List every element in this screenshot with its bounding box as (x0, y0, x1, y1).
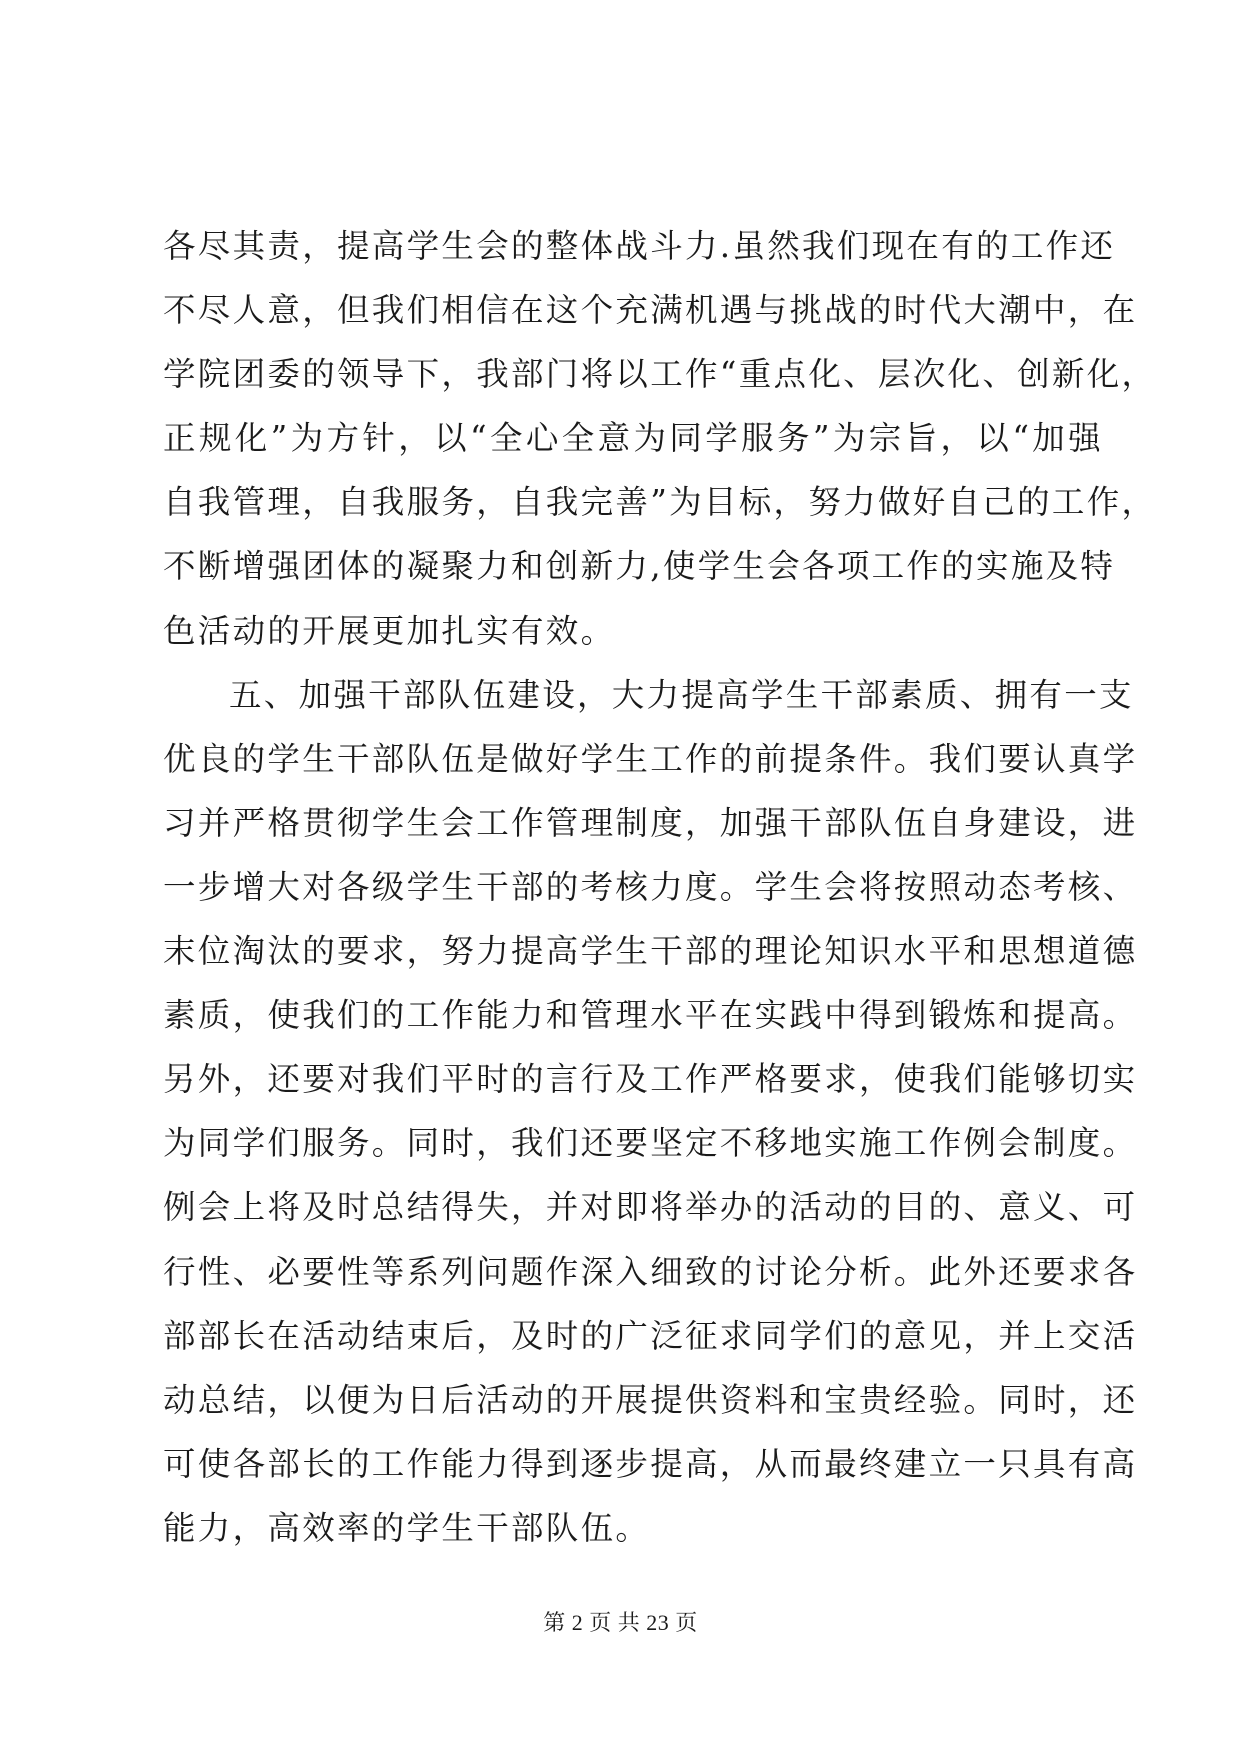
paragraph-continuation (163, 227, 1157, 676)
text-line: 行性、必要性等系列问题作深入细致的讨论分析。此外还要求各 (163, 1252, 1138, 1291)
text-line: 另外，还要对我们平时的言行及工作严格要求，使我们能够切实 (163, 1060, 1138, 1099)
text-line: 一步增大对各级学生干部的考核力度。学生会将按照动态考核、 (163, 867, 1138, 906)
text-line: 能力，高效率的学生干部队伍。 (163, 1508, 651, 1547)
text-line: 可使各部长的工作能力得到逐步提高，从而最终建立一只具有高 (163, 1444, 1138, 1483)
text-line: 末位淘汰的要求，努力提高学生干部的理论知识水平和思想道德 (163, 932, 1138, 971)
text-line: 各尽其责，提高学生会的整体战斗力.虽然我们现在有的工作还 (163, 227, 1116, 265)
text-line: 优良的学生干部队伍是做好学生工作的前提条件。我们要认真学 (163, 739, 1138, 778)
paragraph-five (163, 675, 1138, 1573)
document-body (163, 227, 1157, 1573)
text-line: 不断增强团体的凝聚力和创新力,使学生会各项工作的实施及特 (163, 547, 1116, 586)
text-line: 学院团委的领导下，我部门将以工作“重点化、层次化、创新化， (163, 355, 1157, 394)
text-line: 习并严格贯彻学生会工作管理制度，加强干部队伍自身建设，进 (163, 803, 1138, 842)
text-line: 素质，使我们的工作能力和管理水平在实践中得到锻炼和提高。 (163, 996, 1138, 1035)
text-line: 不尽人意，但我们相信在这个充满机遇与挑战的时代大潮中，在 (163, 291, 1138, 330)
text-line: 色活动的开展更加扎实有效。 (163, 611, 616, 650)
text-line: 部部长在活动结束后，及时的广泛征求同学们的意见，并上交活 (163, 1316, 1138, 1355)
text-line: 例会上将及时总结得失，并对即将举办的活动的目的、意义、可 (163, 1188, 1138, 1227)
text-line: 为同学们服务。同时，我们还要坚定不移地实施工作例会制度。 (163, 1124, 1138, 1163)
text-line: 动总结，以便为日后活动的开展提供资料和宝贵经验。同时，还 (163, 1380, 1138, 1419)
page-footer: 第 2 页 共 23 页 (543, 1610, 698, 1635)
text-line: 正规化”为方针，以“全心全意为同学服务”为宗旨，以“加强 (163, 419, 1103, 458)
paragraph-heading-line: 五、加强干部队伍建设，大力提高学生干部素质、拥有一支 (229, 675, 1134, 714)
text-line: 自我管理，自我服务，自我完善”为目标，努力做好自己的工作， (163, 483, 1157, 522)
